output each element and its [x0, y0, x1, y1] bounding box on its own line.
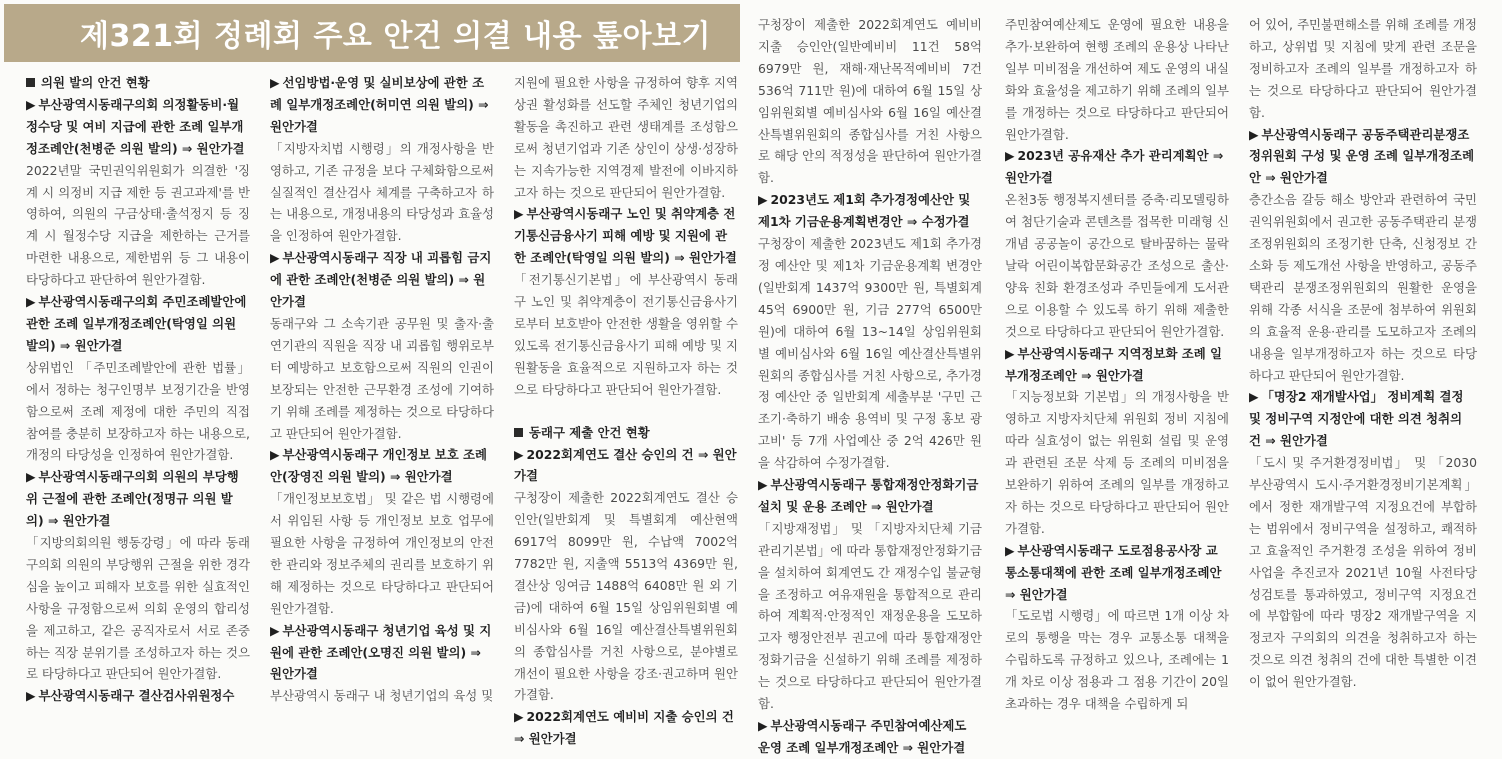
agenda-item-heading [270, 247, 494, 313]
agenda-item-title: 부산광역시동래구 노인 및 취약계층 전기통신금융사기 피해 예방 및 지원에 관한 조례안(탁영일 의원 발의) ⇒ 원안가결 [514, 206, 737, 266]
text-column-5 [1005, 14, 1229, 712]
section-heading [26, 72, 250, 94]
page-title: 제321회 정례회 주요 안건 의결 내용 톺아보기 [80, 19, 711, 54]
agenda-item-heading [26, 466, 250, 532]
agenda-item-body: 「개인정보보호법」 및 같은 법 시행령에서 위임된 사항 등 개인정보 보호 업무에 필요한 사항을 규정하여 개인정보의 안전한 관리와 정보주체의 권리를 보호하기 위해 제정하는 것으로 타당하다고 판단되어 원안가결함. [270, 491, 494, 616]
agenda-item-heading [758, 715, 982, 759]
text-column-6 [1249, 14, 1477, 690]
agenda-item-heading [270, 72, 494, 138]
agenda-item-title: 부산광역시동래구 직장 내 괴롭힘 금지에 관한 조례안(천병준 의원 발의) ⇒ 원안가결 [270, 250, 492, 310]
agenda-item-body: 「지능정보화 기본법」의 개정사항을 반영하고 지방자치단체 위원회 정비 지침에 따라 실효성이 없는 위원회 설립 및 운영과 관련된 조문 삭제 등 조례의 미비점을 보완하기 위하여 조례의 일부를 개정하고자 하는 것으로 타당하다고 판단되어 원안가결함. [1005, 389, 1229, 536]
agenda-item-title: 부산광역시동래구 공동주택관리분쟁조정위원회 구성 및 운영 조례 일부개정조례안 ⇒ 원안가결 [1249, 126, 1475, 186]
agenda-item-heading [758, 189, 982, 233]
triangle-bullet-icon: ▶ [26, 469, 36, 485]
agenda-item-body: 구청장이 제출한 2022회계연도 결산 승인안(일반회계 및 특별회계 예산현액 6917억 8099만 원, 수납액 7002억 7782만 원, 지출액 5513억 4369만 원, 결산상 잉여금 1488억 6408만 원 외 기금)에 대하여 6월 15일 상임위원회별 예비심사와 6월 16일 예산결산특별위원회의 종합심사를 거친 사항으로, 분야별로 개선이 필요한 사항을 강조·권고하며 원안가결함. [514, 490, 738, 703]
square-bullet-icon [514, 428, 523, 437]
agenda-item-title: 부산광역시동래구 결산검사위원정수 [38, 688, 235, 704]
agenda-item-body: 「지방의회의원 행동강령」에 따라 동래구의회 의원의 부당행위 근절을 위한 경각심을 높이고 피해자 보호를 위한 실효적인 사항을 규정함으로써 의회 운영의 합리성을 제고하고, 같은 공직자로서 서로 존중하는 직장 분위기를 조성하고자 하는 것으로 타당하다고 판단되어 원안가결함. [26, 535, 250, 682]
triangle-bullet-icon: ▶ [514, 206, 524, 222]
agenda-item-title: 부산광역시동래구 통합재정안정화기금 설치 및 운용 조례안 ⇒ 원안가결 [758, 477, 979, 514]
agenda-item-body: 층간소음 갈등 해소 방안과 관련하여 국민권익위원회에서 권고한 공동주택관리 분쟁조정위원회의 조정기한 단축, 신청정보 간소화 등 제도개선 사항을 반영하고, 공동주택관리 분쟁조정위원회의 원활한 운영을 위해 각종 서식을 조문에 첨부하여 위원회의 효율적 운용·관리를 도모하고자 조례의 내용을 일부개정하고자 하는 것으로 타당하다고 판단되어 원안가결함. [1249, 192, 1477, 383]
square-bullet-icon [26, 78, 35, 87]
agenda-item-heading [514, 706, 738, 750]
agenda-item-title: 부산광역시동래구의회 주민조례발안에 관한 조례 일부개정조례안(탁영일 의원 발의) ⇒ 원안가결 [26, 294, 247, 353]
triangle-bullet-icon: ▶ [270, 622, 280, 638]
triangle-bullet-icon: ▶ [1249, 389, 1259, 405]
agenda-item-title: 부산광역시동래구의회 의정활동비·월정수당 및 여비 지급에 관한 조례 일부개정조례안(천병준 의원 발의) ⇒ 원안가결 [26, 96, 245, 156]
agenda-item-title: 2023년 공유재산 추가 관리계획안 ⇒ 원안가결 [1005, 148, 1224, 186]
agenda-item-title: 부산광역시동래구 청년기업 육성 및 지원에 관한 조례안(오명진 의원 발의) ⇒ 원안가결 [270, 622, 492, 682]
triangle-bullet-icon: ▶ [1005, 345, 1015, 361]
agenda-item-title: 부산광역시동래구 개인정보 보호 조례안(장영진 의원 발의) ⇒ 원안가결 [270, 447, 487, 485]
agenda-item-heading [758, 474, 982, 518]
triangle-bullet-icon: ▶ [26, 688, 36, 704]
agenda-item-heading [514, 203, 738, 269]
agenda-item-heading [1249, 386, 1477, 452]
agenda-item-heading [270, 444, 494, 488]
agenda-item-title: 선임방법·운영 및 실비보상에 관한 조례 일부개정조례안(허미연 의원 발의) ⇒ 원안가결 [270, 75, 489, 134]
agenda-item-body: 동래구와 그 소속기관 공무원 및 출자·출연기관의 직원을 직장 내 괴롭힘 행위로부터 예방하고 보호함으로써 직원의 인권이 보장되는 안전한 근무환경 조성에 기여하기 위해 조례를 제정하는 것으로 타당하다고 판단되어 원안가결함. [270, 315, 494, 441]
section-heading-text: 의원 발의 안건 현황 [41, 75, 150, 90]
agenda-item-title: 부산광역시동래구 지역정보화 조례 일부개정조례안 ⇒ 원안가결 [1005, 345, 1222, 383]
section-heading-text: 동래구 제출 안건 현황 [529, 424, 650, 440]
text-column-4 [758, 14, 982, 755]
triangle-bullet-icon: ▶ [26, 96, 36, 112]
agenda-item-title: 2023년도 제1회 추가경정예산안 및 제1차 기금운용계획변경안 ⇒ 수정가결 [758, 192, 971, 230]
agenda-item-title: 부산광역시동래구의회 의원의 부당행위 근절에 관한 조례안(정명규 의원 발의) ⇒ 원안가결 [26, 469, 239, 529]
triangle-bullet-icon: ▶ [758, 718, 768, 733]
agenda-item-heading [26, 291, 250, 357]
agenda-item-heading [26, 685, 250, 707]
triangle-bullet-icon: ▶ [758, 477, 768, 493]
spacer [514, 401, 738, 422]
agenda-item-title: 2022회계연도 결산 승인의 건 ⇒ 원안가결 [514, 446, 737, 484]
triangle-bullet-icon: ▶ [26, 294, 36, 310]
section-heading [514, 422, 738, 444]
agenda-item-body: 「전기통신기본법」에 부산광역시 동래구 노인 및 취약계층이 전기통신금융사기로부터 보호받아 안전한 생활을 영위할 수 있도록 전기통신금융사기 피해 예방 및 지원활동을 효율적으로 지원하고자 하는 것으로 타당하다고 판단되어 원안가결함. [514, 272, 738, 397]
triangle-bullet-icon: ▶ [270, 250, 280, 266]
agenda-item-body: 「지방재정법」 및 「지방자치단체 기금관리기본법」에 따라 통합재정안정화기금을 설치하여 회계연도 간 재정수입 불균형을 조정하고 여유재원을 통합적으로 관리하여 계획적·안정적인 재정운용을 도모하고자 행정안전부 권고에 따라 통합재정안정화기금을 신설하기 위해 조례를 제정하는 것으로 타당하다고 판단되어 원안가결함. [758, 520, 982, 712]
triangle-bullet-icon: ▶ [758, 192, 768, 208]
agenda-item-body: 어 있어, 주민불편해소를 위해 조례를 개정하고, 상위법 및 지침에 맞게 관련 조문을 정비하고자 조례의 일부를 개정하고자 하는 것으로 타당하다고 판단되어 원안가결함. [1249, 17, 1477, 120]
agenda-item-body: 2022년말 국민권익위원회가 의결한 '징계 시 의정비 지급 제한 등 권고과제'를 반영하여, 의원의 구금상태·출석정지 등 징계 시 월정수당 지급을 제한하는 근거를 마련한 내용으로, 제한범위 등 그 내용이 타당하다고 판단하여 원안가결함. [26, 162, 250, 288]
agenda-item-heading [514, 444, 738, 488]
agenda-item-heading [1249, 124, 1477, 190]
triangle-bullet-icon: ▶ [270, 75, 280, 90]
text-column-1 [26, 72, 250, 704]
title-banner [4, 4, 740, 62]
agenda-item-title: 부산광역시동래구 주민참여예산제도 운영 조례 일부개정조례안 ⇒ 원안가결 [758, 718, 967, 755]
text-column-3 [514, 72, 738, 747]
agenda-item-heading [1005, 540, 1229, 606]
triangle-bullet-icon: ▶ [514, 446, 524, 462]
text-column-2 [270, 72, 494, 704]
agenda-item-heading [1005, 343, 1229, 387]
agenda-item-body: 주민참여예산제도 운영에 필요한 내용을 추가·보완하여 현행 조례의 운용상 나타난 일부 미비점을 개선하여 제도 운영의 내실화와 효율성을 제고하기 위해 조례의 일부를 개정하는 것으로 타당하다고 판단되어 원안가결함. [1005, 17, 1229, 142]
agenda-item-body: 「도시 및 주거환경정비법」 및 「2030 부산광역시 도시·주거환경정비기본계획」에서 정한 재개발구역 지정요건에 부합하는 범위에서 정비구역을 설정하고, 쾌적하고 효율적인 주거환경 조성을 위하여 정비사업을 추진코자 2021년 10월 사전타당성검토를 통과하였고, 정비구역 지정요건에 부합함에 따라 명장2 재개발구역을 지정코자 구의회의 의견을 청취하고자 하는 것으로 의견 청취의 건에 대한 특별한 이견이 없어 원안가결함. [1249, 455, 1477, 690]
agenda-item-body: 구청장이 제출한 2023년도 제1회 추가경정 예산안 및 제1차 기금운용계획 변경안(일반회계 1437억 9300만 원, 특별회계 45억 6900만 원, 기금 277억 6500만 원)에 대하여 6월 13~14일 상임위원회별 예비심사와 6월 16일 예산결산특별위원회의 종합심사를 거친 사항으로, 추가경정 예산안 중 일반회계 세출부분 '구민 근조기·축하기 배송 용역비 및 구정 홍보 광고비' 등 7개 사업예산 중 2억 426만 원을 삭감하여 수정가결함. [758, 236, 982, 471]
triangle-bullet-icon: ▶ [514, 709, 524, 725]
agenda-item-body: 상위법인 「주민조례발안에 관한 법률」에서 정하는 청구인명부 보정기간을 반영함으로써 조례 제정에 대한 주민의 직접 참여를 충분히 보장하고자 하는 내용으로, 개정의 타당성을 인정하여 원안가결함. [26, 359, 250, 463]
agenda-item-body: 지원에 필요한 사항을 규정하여 향후 지역 상권 활성화를 선도할 주체인 청년기업의 활동을 촉진하고 관련 생태계를 조성함으로써 청년기업과 기존 상인이 상생·성장하는 지속가능한 지역경제 발전에 이바지하고자 하는 것으로 판단되어 원안가결함. [514, 75, 738, 200]
triangle-bullet-icon: ▶ [1005, 542, 1015, 558]
agenda-item-title: 2022회계연도 예비비 지출 승인의 건 ⇒ 원안가결 [514, 709, 734, 747]
agenda-item-heading [270, 620, 494, 686]
triangle-bullet-icon: ▶ [270, 447, 280, 463]
agenda-item-body: 부산광역시 동래구 내 청년기업의 육성 및 [270, 688, 494, 704]
triangle-bullet-icon: ▶ [1249, 126, 1259, 142]
agenda-item-title: 「명장2 재개발사업」 정비계획 결정 및 정비구역 지정안에 대한 의견 청취의 건 ⇒ 원안가결 [1249, 389, 1464, 449]
agenda-item-heading [26, 94, 250, 160]
agenda-item-body: 온천3동 행정복지센터를 증축·리모델링하여 첨단기술과 콘텐츠를 접목한 미래형 신개념 공공놀이 공간으로 탈바꿈하는 물락날락 어린이복합문화공간 조성으로 출산·양육 친화 환경조성과 주민들에게 도서관으로 이용할 수 있도록 하기 위해 제출한 것으로 타당하다고 판단되어 원안가결함. [1005, 192, 1229, 339]
triangle-bullet-icon: ▶ [1005, 148, 1015, 164]
agenda-item-body: 「도로법 시행령」에 따르면 1개 이상 차로의 통행을 막는 경우 교통소통 대책을 수립하도록 규정하고 있으나, 조례에는 1개 차로 이상 점용과 그 점용 기간이 20일 초과하는 경우 대책을 수립하게 되 [1005, 608, 1229, 712]
agenda-item-body: 구청장이 제출한 2022회계연도 예비비 지출 승인안(일반예비비 11건 58억 6979만 원, 재해·재난목적예비비 7건 536억 711만 원)에 대하여 6월 15일 상임위원회별 예비심사와 6월 16일 예산결산특별위원회의 종합심사를 거친 사항으로 해당 안의 적정성을 판단하여 원안가결함. [758, 17, 982, 186]
agenda-item-heading [1005, 145, 1229, 189]
agenda-item-title: 부산광역시동래구 도로점용공사장 교통소통대책에 관한 조례 일부개정조례안 ⇒ 원안가결 [1005, 542, 1222, 602]
agenda-item-body: 「지방자치법 시행령」의 개정사항을 반영하고, 기존 규정을 보다 구체화함으로써 실질적인 결산검사 체계를 구축하고자 하는 내용으로, 개정내용의 타당성과 효율성을 인정하여 원안가결함. [270, 140, 494, 244]
